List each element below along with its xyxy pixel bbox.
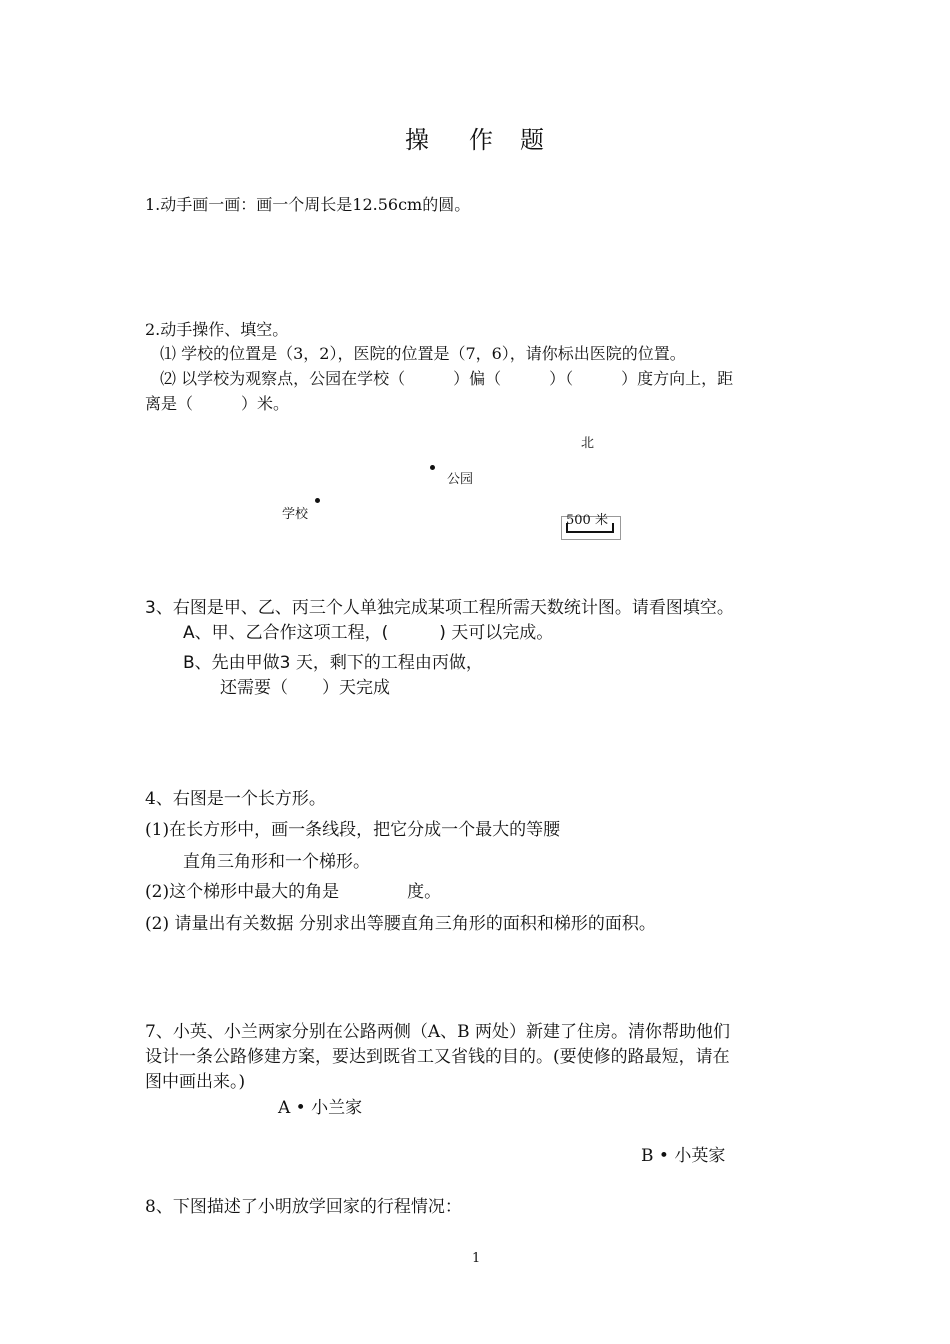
point-b-label: B • 小英家: [641, 1146, 726, 1166]
question-3-heading: 3、右图是甲、乙、丙三个人单独完成某项工程所需天数统计图。请看图填空。: [145, 598, 734, 618]
question-4-part-2: (2)这个梯形中最大的角是 度。: [145, 882, 442, 902]
question-8: 8、下图描述了小明放学回家的行程情况：: [145, 1197, 462, 1217]
question-1: 1.动手画一画：画一个周长是12.56cm的圆。: [145, 195, 471, 214]
page-number: 1: [472, 1251, 481, 1266]
question-3-part-a: A、甲、乙合作这项工程，( ) 天可以完成。: [183, 623, 554, 643]
point-a-label: A • 小兰家: [278, 1098, 363, 1118]
question-3-part-b-line-1: B、先由甲做3 天，剩下的工程由丙做，: [183, 653, 483, 673]
scale-label: 500 米: [566, 513, 608, 528]
question-4-part-1-line-2: 直角三角形和一个梯形。: [183, 852, 370, 872]
school-point: [315, 498, 320, 503]
title-char-2: 作: [469, 126, 495, 154]
question-4-heading: 4、右图是一个长方形。: [145, 789, 326, 809]
question-7-line-2: 设计一条公路修建方案，要达到既省工又省钱的目的。(要使修的路最短，请在: [145, 1047, 730, 1067]
question-4-part-3: (2) 请量出有关数据 分别求出等腰直角三角形的面积和梯形的面积。: [145, 914, 656, 934]
question-2-heading: 2.动手操作、填空。: [145, 320, 289, 339]
title-char-1: 操: [405, 126, 431, 154]
park-label: 公园: [447, 472, 474, 487]
question-2-part-2-line-2: 离是（ ）米。: [145, 394, 290, 413]
question-3-part-b-line-2: 还需要（ ）天完成: [220, 678, 390, 698]
title-char-3: 题: [520, 126, 546, 154]
question-2-part-2-line-1: ⑵ 以学校为观察点，公园在学校（ ）偏（ ）（ ）度方向上，距: [160, 369, 734, 388]
question-7-line-3: 图中画出来。): [145, 1072, 246, 1092]
question-2-part-1: ⑴ 学校的位置是（3，2），医院的位置是（7，6），请你标出医院的位置。: [160, 344, 686, 363]
question-4-part-1-line-1: (1)在长方形中，画一条线段，把它分成一个最大的等腰: [145, 820, 561, 840]
park-point: [430, 465, 435, 470]
north-label: 北: [581, 436, 595, 451]
school-label: 学校: [282, 507, 309, 522]
question-7-line-1: 7、小英、小兰两家分别在公路两侧（A、B 两处）新建了住房。清你帮助他们: [145, 1022, 730, 1042]
